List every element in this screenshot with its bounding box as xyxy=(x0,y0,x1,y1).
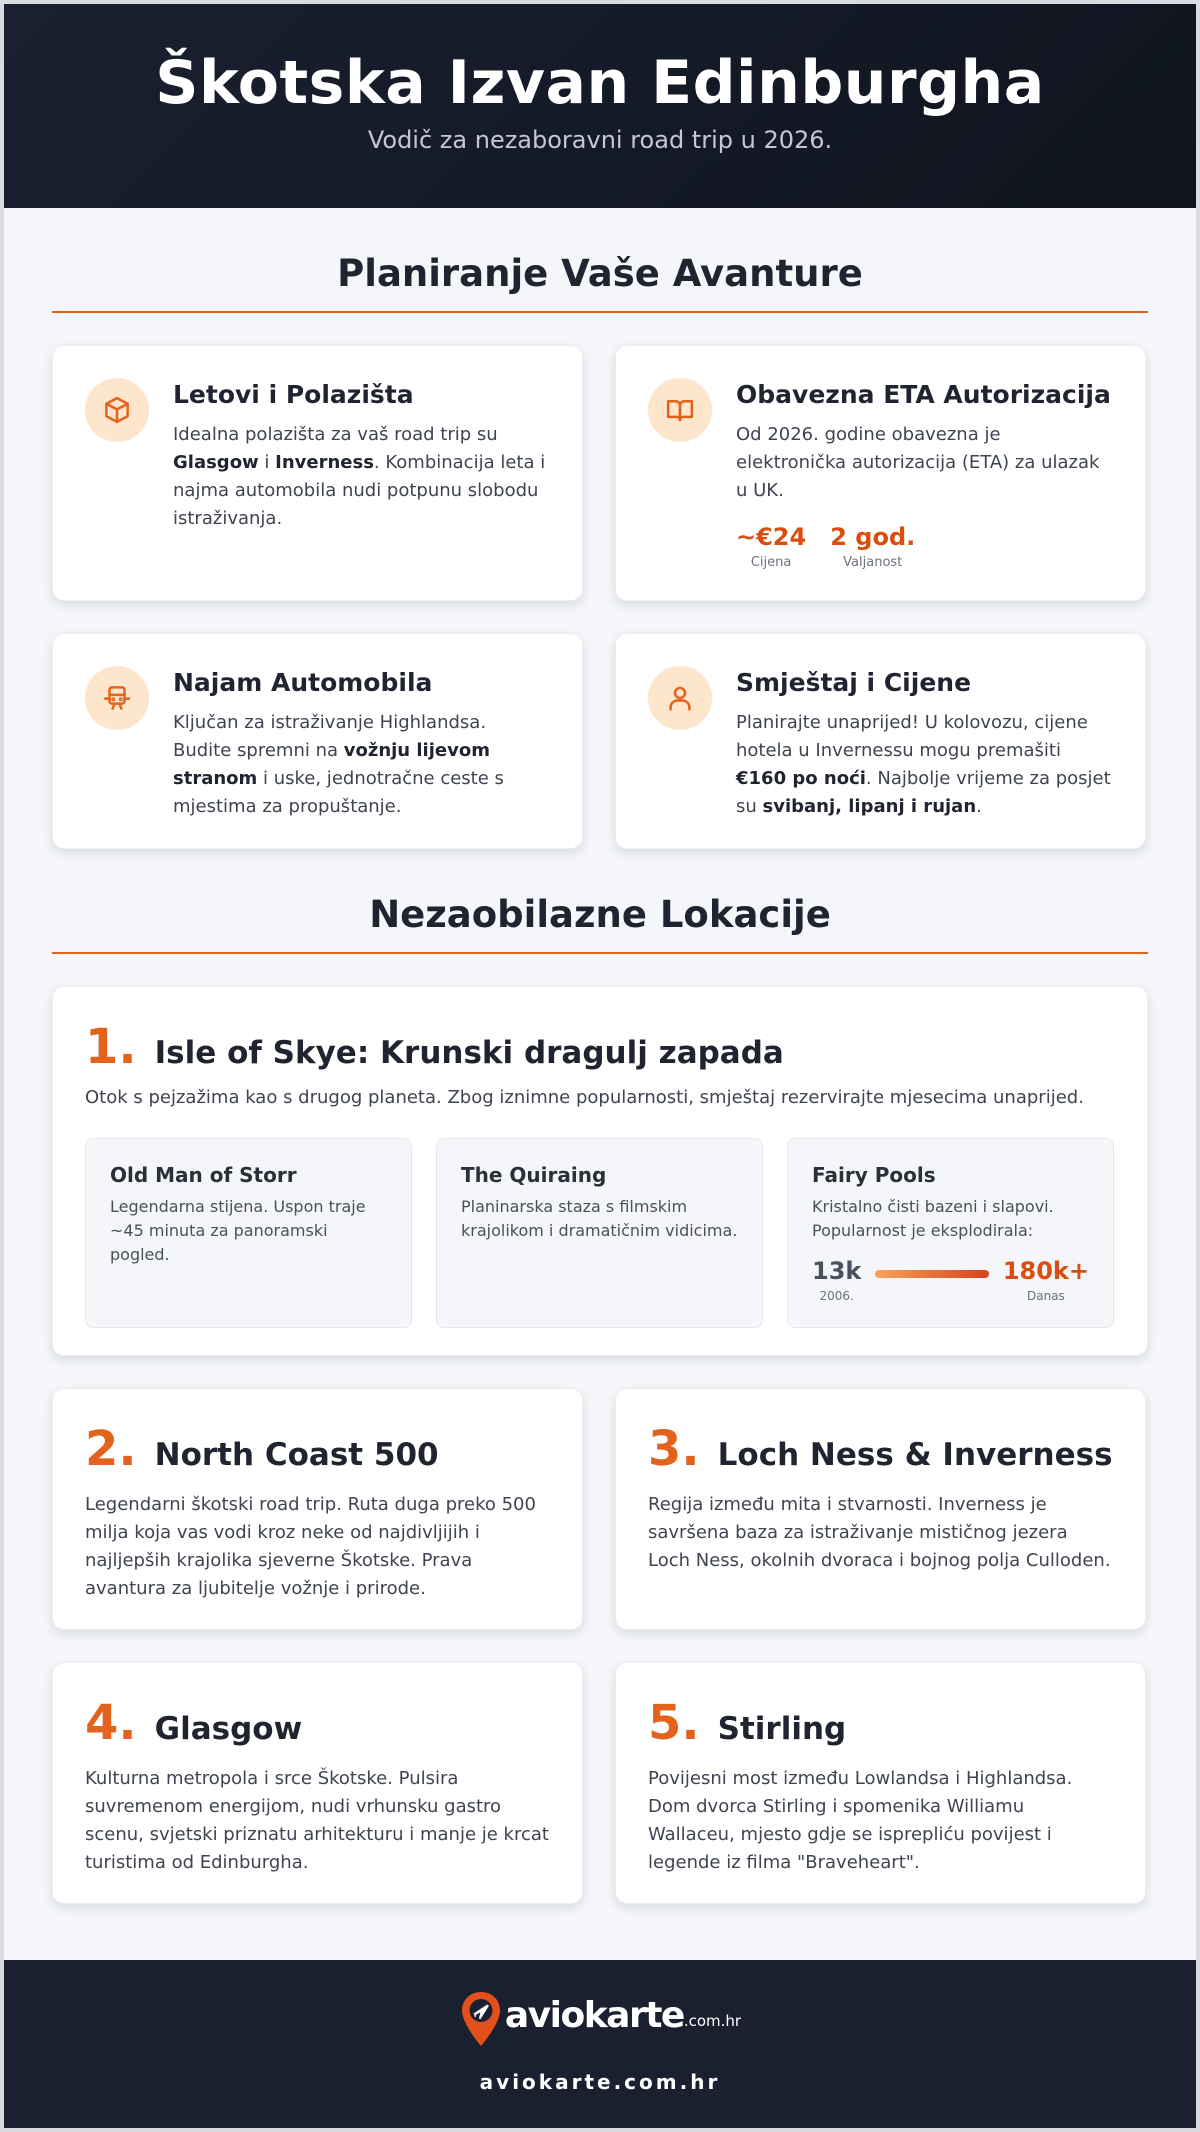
plan-card-text: Planirajte unaprijed! U kolovozu, cijene hotela u Invernessu mogu premašiti €160 po noći. Najbolje vrijeme za posjet su svibanj, lipanj i rujan. xyxy=(736,712,1111,817)
page-title: Škotska Izvan Edinburgha xyxy=(155,48,1045,118)
popularity-bar xyxy=(875,1270,988,1278)
car-icon xyxy=(85,666,149,730)
location-description: Otok s pejzažima kao s drugog planeta. Zbog iznimne popularnosti, smještaj rezervirajte mjesecima unaprijed. xyxy=(85,1087,1084,1108)
plan-card-text: Od 2026. godine obavezna je elektronička autorizacija (ETA) za ulazak u UK. xyxy=(736,424,1100,501)
location-title: Glasgow xyxy=(154,1711,303,1747)
plan-card-title: Obavezna ETA Autorizacija xyxy=(736,380,1111,409)
highlight-old-man-of-storr xyxy=(85,1138,412,1328)
planning-section-title: Planiranje Vaše Avanture xyxy=(52,208,1148,313)
plan-card-text: Ključan za istraživanje Highlandsa. Budite spremni na vožnju lijevom stranom i uske, jednotračne ceste s mjestima za propuštanje. xyxy=(173,712,504,817)
plan-card-accommodation xyxy=(615,633,1146,849)
location-title: Isle of Skye: Krunski dragulj zapada xyxy=(154,1035,784,1071)
stat-label: Cijena xyxy=(750,555,792,570)
logo-domain-suffix: .com.hr xyxy=(683,2012,742,2030)
highlight-title: Old Man of Storr xyxy=(110,1163,297,1187)
planning-cards xyxy=(52,345,1148,849)
eta-stats xyxy=(736,523,1113,570)
plan-card-text: Idealna polazišta za vaš road trip su Glasgow i Inverness. Kombinacija leta i najma automobila nudi potpunu slobodu istraživanja. xyxy=(173,424,546,529)
popularity-growth xyxy=(812,1257,1089,1303)
footer-url[interactable]: aviokarte.com.hr xyxy=(479,2070,721,2094)
highlight-title: The Quiraing xyxy=(461,1163,607,1187)
stat-value: 2 god. xyxy=(830,523,916,551)
map-pin-plane-icon xyxy=(459,1990,503,2048)
location-description: Povijesni most između Lowlandsa i Highlandsa. Dom dvorca Stirling i spomenika Williamu Wallaceu, mjesto gdje se isprepliću povijest i legende iz filma "Braveheart". xyxy=(648,1768,1073,1873)
book-icon xyxy=(648,378,712,442)
main-content xyxy=(4,208,1196,1904)
popularity-to-value: 180k+ xyxy=(1002,1257,1089,1285)
aviokarte-logo[interactable] xyxy=(459,1990,741,2048)
location-number: 4. xyxy=(85,1695,137,1751)
highlight-the-quiraing xyxy=(436,1138,763,1328)
person-icon xyxy=(648,666,712,730)
location-title: North Coast 500 xyxy=(154,1437,439,1473)
cube-icon xyxy=(85,378,149,442)
plan-card-title: Smještaj i Cijene xyxy=(736,668,972,697)
location-number: 2. xyxy=(85,1421,137,1477)
locations-section-title: Nezaobilazne Lokacije xyxy=(52,849,1148,954)
location-description: Kulturna metropola i srce Škotske. Pulsira suvremenom energijom, nudi vrhunsku gastro scenu, svjetski priznatu arhitekturu i manje je krcat turistima od Edinburgha. xyxy=(85,1768,549,1873)
popularity-to xyxy=(1003,1257,1089,1303)
highlight-text: Kristalno čisti bazeni i slapovi. Popularnost je eksplodirala: xyxy=(812,1197,1054,1240)
location-title: Stirling xyxy=(717,1711,847,1747)
location-number: 5. xyxy=(648,1695,700,1751)
page-subtitle: Vodič za nezaboravni road trip u 2026. xyxy=(367,126,833,154)
location-card-loch-ness xyxy=(615,1388,1146,1630)
logo-wordmark: aviokarte xyxy=(504,1995,684,2036)
eta-price-stat xyxy=(736,523,806,570)
location-number: 1. xyxy=(85,1019,137,1075)
location-cards xyxy=(52,1388,1148,1904)
location-title: Loch Ness & Inverness xyxy=(717,1437,1113,1473)
eta-validity-stat xyxy=(830,523,915,570)
location-card-north-coast-500 xyxy=(52,1388,583,1630)
stat-value: ~€24 xyxy=(736,523,807,551)
plan-card-eta xyxy=(615,345,1146,601)
infographic xyxy=(4,4,1196,2128)
plan-card-car-rental xyxy=(52,633,583,849)
footer xyxy=(4,1960,1196,2128)
location-card-isle-of-skye xyxy=(52,986,1148,1356)
location-card-stirling xyxy=(615,1662,1146,1904)
popularity-from-value: 13k xyxy=(812,1257,862,1285)
popularity-from xyxy=(812,1257,861,1303)
location-number: 3. xyxy=(648,1421,700,1477)
stat-label: Valjanost xyxy=(843,555,903,570)
hero-header xyxy=(4,4,1196,208)
location-card-glasgow xyxy=(52,1662,583,1904)
popularity-to-label: Danas xyxy=(1027,1289,1065,1303)
skye-highlights xyxy=(85,1138,1115,1328)
highlight-title: Fairy Pools xyxy=(812,1163,936,1187)
highlight-fairy-pools xyxy=(787,1138,1114,1328)
plan-card-flights xyxy=(52,345,583,601)
plan-card-title: Najam Automobila xyxy=(173,668,433,697)
highlight-text: Planinarska staza s filmskim krajolikom i dramatičnim vidicima. xyxy=(461,1197,738,1240)
location-description: Regija između mita i stvarnosti. Inverness je savršena baza za istraživanje mističnog jezera Loch Ness, okolnih dvoraca i bojnog polja Culloden. xyxy=(648,1494,1111,1571)
popularity-from-label: 2006. xyxy=(819,1289,854,1303)
location-description: Legendarni škotski road trip. Ruta duga preko 500 milja koja vas vodi kroz neke od najdivljijih i najljepših krajolika sjeverne Škotske. Prava avantura za ljubitelje vožnje i prirode. xyxy=(85,1494,536,1599)
plan-card-title: Letovi i Polazišta xyxy=(173,380,414,409)
highlight-text: Legendarna stijena. Uspon traje ~45 minuta za panoramski pogled. xyxy=(110,1197,366,1264)
